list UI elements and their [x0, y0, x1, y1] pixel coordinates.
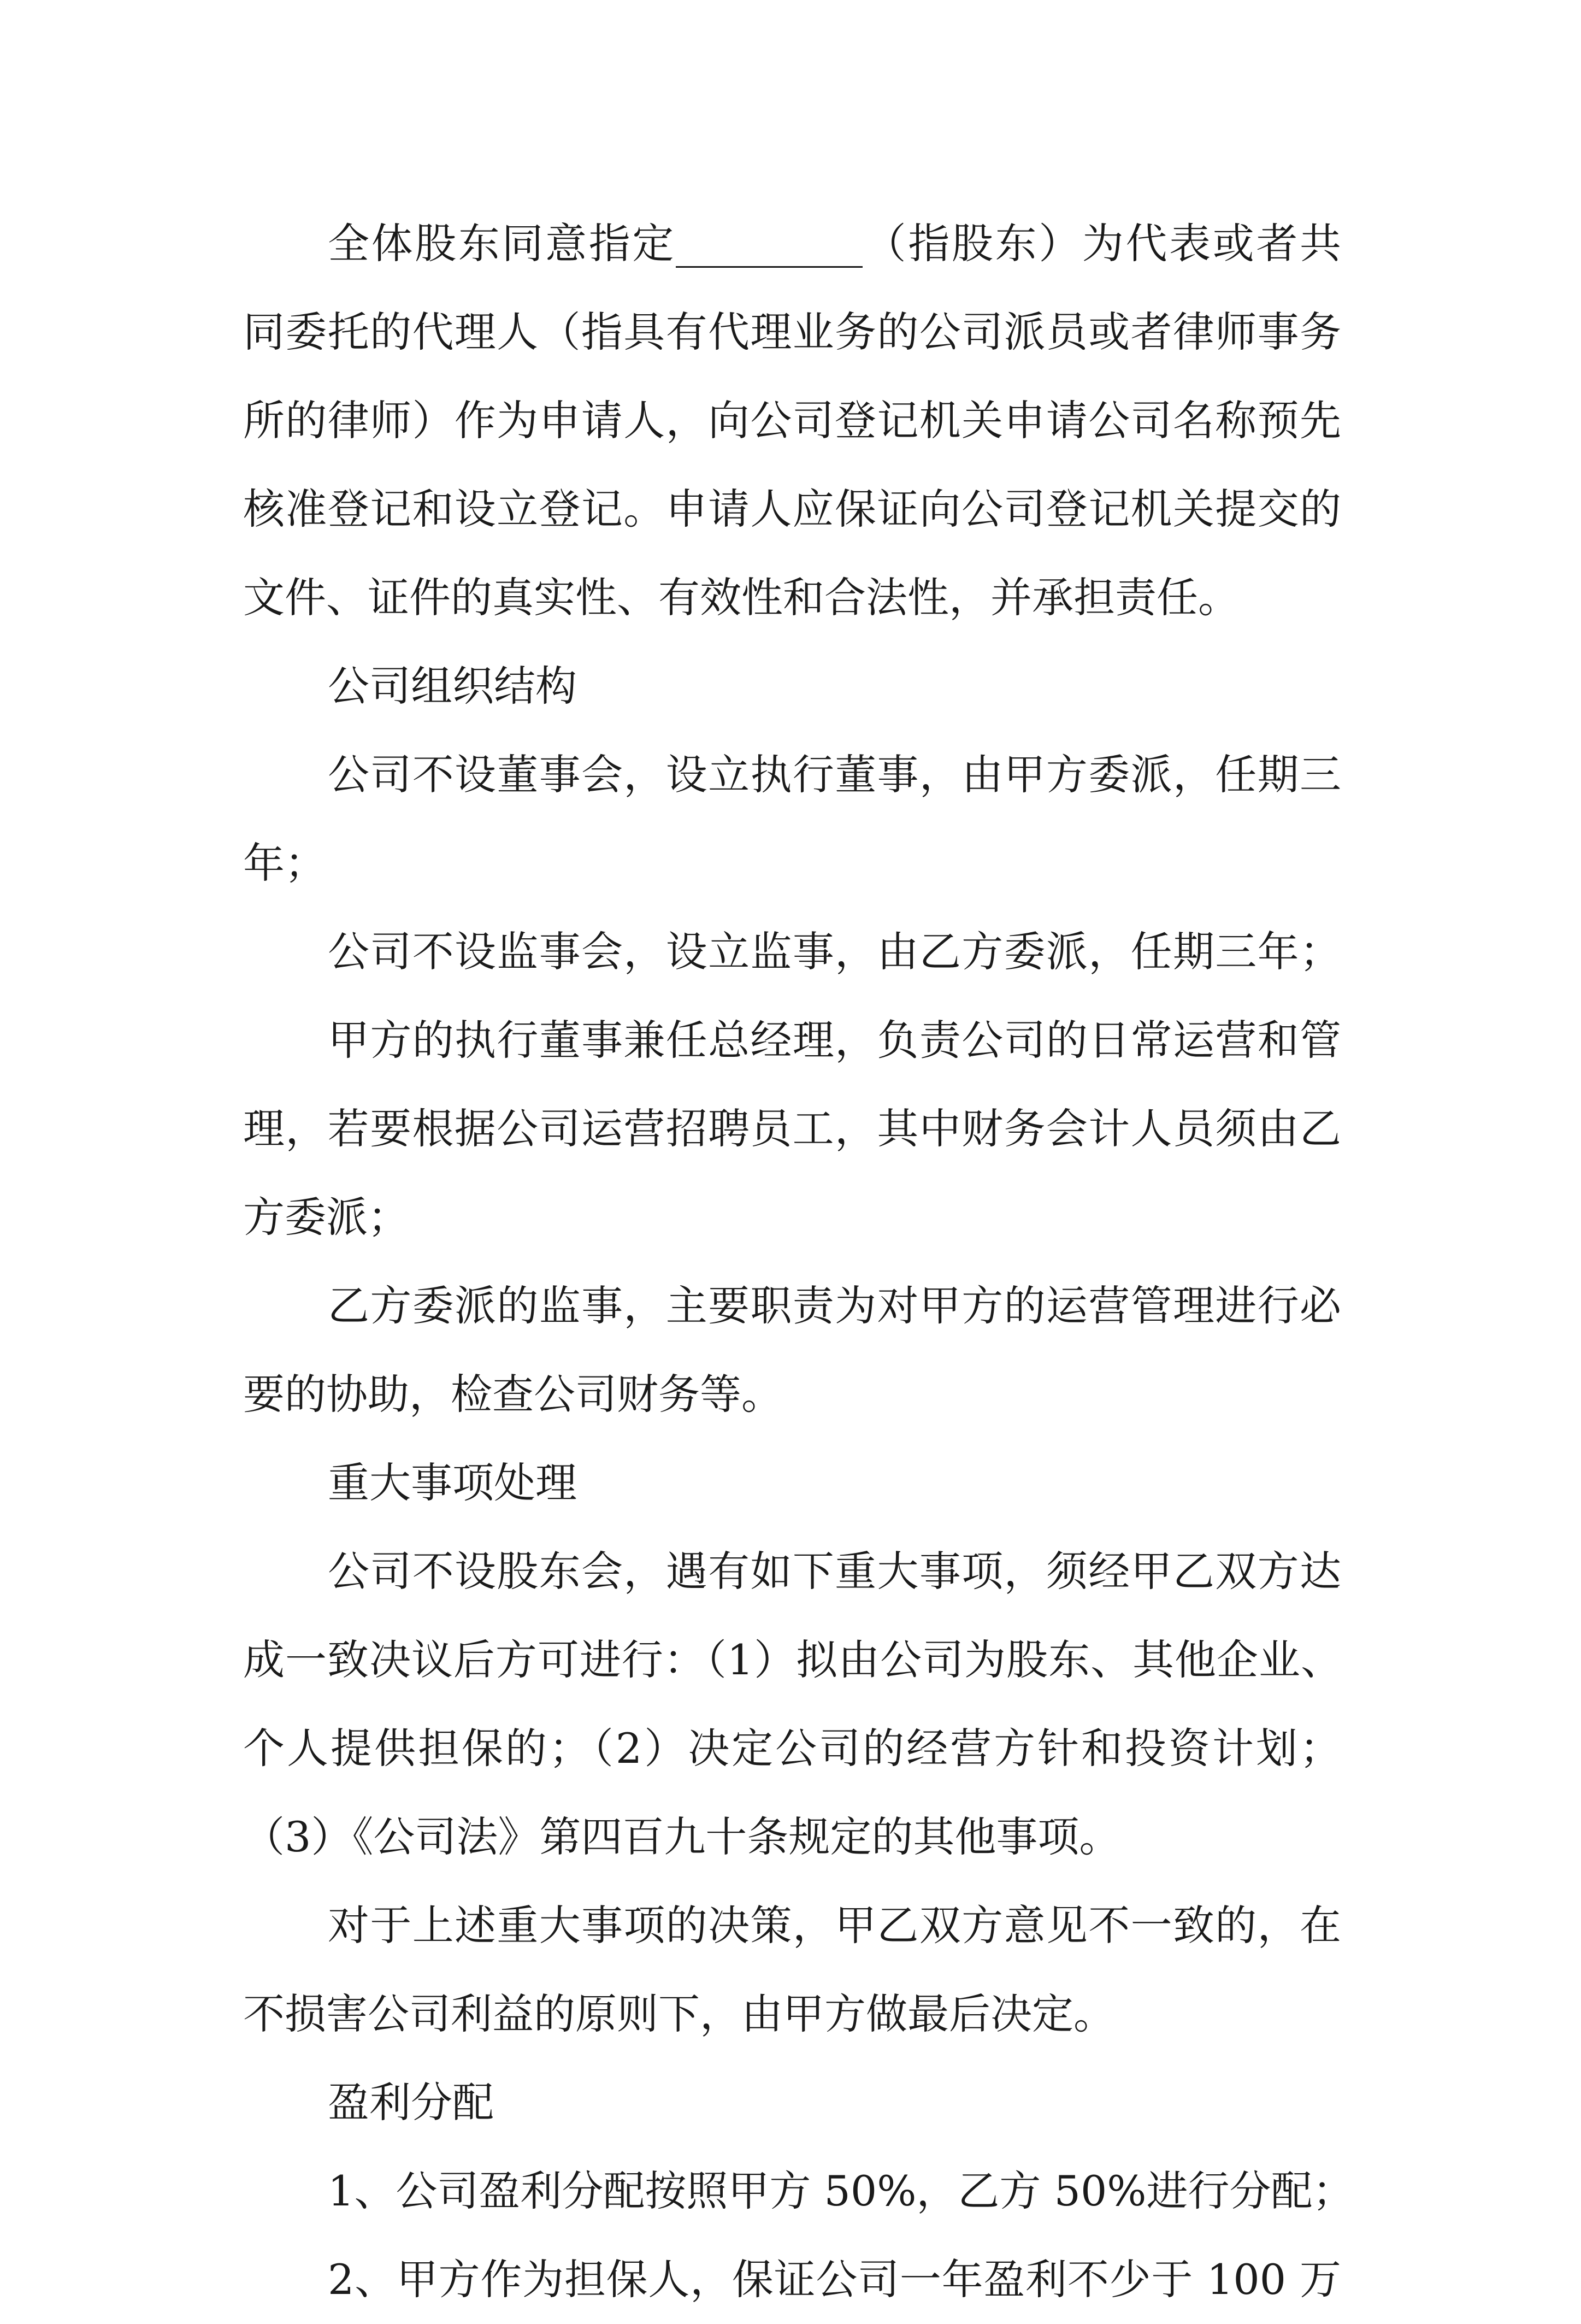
- paragraph-line: 2、甲方作为担保人，保证公司一年盈利不少于 100 万: [328, 2255, 1341, 2304]
- paragraph-line: 核准登记和设立登记。申请人应保证向公司登记机关提交的: [243, 485, 1341, 533]
- paragraph-line: 理，若要根据公司运营招聘员工，其中财务会计人员须由乙: [243, 1104, 1341, 1153]
- paragraph-line: 同委托的代理人（指具有代理业务的公司派员或者律师事务: [243, 308, 1341, 356]
- document-body: [243, 199, 1354, 2324]
- paragraph-line: 公司不设监事会，设立监事，由乙方委派，任期三年；: [328, 927, 1341, 976]
- paragraph-line: 所的律师）作为申请人，向公司登记机关申请公司名称预先: [243, 396, 1341, 445]
- paragraph-line: 方委派；: [243, 1193, 409, 1242]
- paragraph-line: 全体股东同意指定_________（指股东）为代表或者共: [328, 219, 1341, 268]
- paragraph-line: 公司不设股东会，遇有如下重大事项，须经甲乙双方达: [328, 1547, 1341, 1596]
- paragraph-line: 个人提供担保的；（2）决定公司的经营方针和投资计划；: [243, 1724, 1341, 1773]
- paragraph-line: （3）《公司法》第四百九十条规定的其他事项。: [243, 1813, 1121, 1861]
- paragraph-line: 1、公司盈利分配按照甲方 50%，乙方 50%进行分配；: [328, 2167, 1354, 2215]
- paragraph-line: 要的协助，检查公司财务等。: [243, 1370, 783, 1419]
- paragraph-line: 文件、证件的真实性、有效性和合法性，并承担责任。: [243, 573, 1240, 622]
- paragraph-line: 公司不设董事会，设立执行董事，由甲方委派，任期三: [328, 750, 1341, 799]
- paragraph-line: 成一致决议后方可进行：（1）拟由公司为股东、其他企业、: [243, 1635, 1341, 1684]
- paragraph-line: 乙方委派的监事，主要职责为对甲方的运营管理进行必: [328, 1281, 1341, 1330]
- section-heading: 盈利分配: [328, 2078, 494, 2127]
- paragraph-line: 甲方的执行董事兼任总经理，负责公司的日常运营和管: [328, 1016, 1341, 1064]
- section-heading: 公司组织结构: [328, 662, 577, 710]
- paragraph-line: 不损害公司利益的原则下，由甲方做最后决定。: [243, 1990, 1115, 2038]
- paragraph-line: 对于上述重大事项的决策，甲乙双方意见不一致的，在: [328, 1901, 1341, 1950]
- paragraph-line: 年；: [243, 839, 326, 887]
- section-heading: 重大事项处理: [328, 1458, 577, 1507]
